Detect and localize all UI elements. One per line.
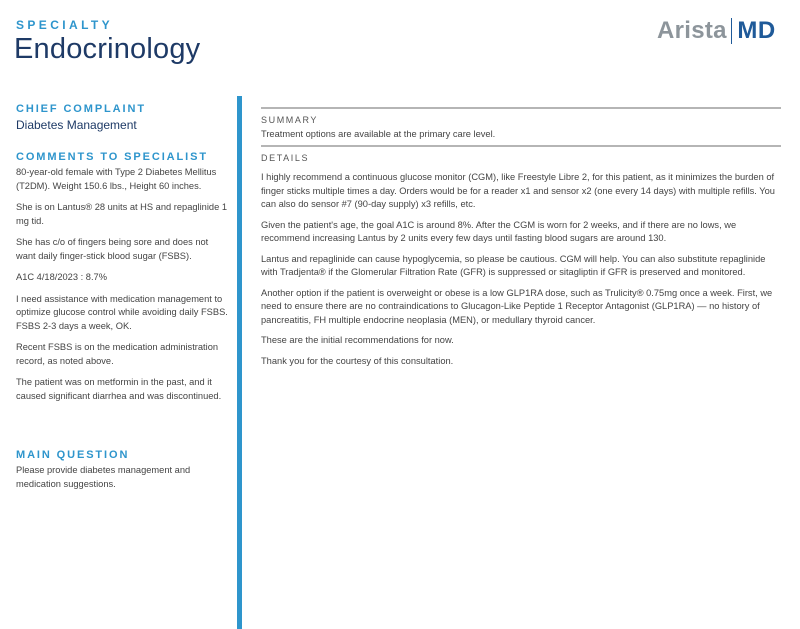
comment-paragraph: I need assistance with medication management to optimize glucose control while avoiding daily FSBS. FSBS 2-3 days a week, OK. xyxy=(16,293,228,331)
summary-rule xyxy=(261,107,781,109)
main-question-heading: MAIN QUESTION xyxy=(16,449,130,461)
chief-complaint-value: Diabetes Management xyxy=(16,118,137,132)
details-paragraph: Given the patient's age, the goal A1C is around 8%. After the CGM is worn for 2 weeks, and if there are no lows, we recommend increasing Lantus by 2 units every few days until fasting blood sugars are around 130. xyxy=(261,219,737,243)
details-paragraph: I highly recommend a continuous glucose monitor (CGM), like Freestyle Libre 2, for this patient, as it minimizes the burden of finger sticks multiple times a day. Orders would be for a reader x1 and sensor x2 (one every 14 days) with multiple refills. You can also do sensor #7 (90-day supply) x3 refills, etc. xyxy=(261,172,775,209)
comment-paragraph: Recent FSBS is on the medication administration record, as noted above. xyxy=(16,342,219,366)
summary-text: Treatment options are available at the primary care level. xyxy=(261,129,496,139)
logo-divider xyxy=(731,18,733,44)
logo-text-md: MD xyxy=(737,17,776,44)
details-rule xyxy=(261,145,781,147)
comment-paragraph: A1C 4/18/2023 : 8.7% xyxy=(16,272,107,282)
summary-heading: SUMMARY xyxy=(261,115,319,125)
details-paragraph: Another option if the patient is overweight or obese is a low GLP1RA dose, such as Trulicity® 0.75mg once a week. First, we need to ensure there are no contraindications to Glucagon-Like Peptide 1 Receptor Antagonist (GLP1RA) — no history of pancreatitis, FH multiple endocrine neoplasia (MEN), or medullary thyroid cancer. xyxy=(261,287,773,325)
details-list xyxy=(261,171,781,368)
details-paragraph: Lantus and repaglinide can cause hypoglycemia, so please be cautious. CGM will help. You can also substitute repaglinide with Tradjenta® if the Glomerular Filtration Rate (GFR) is suppressed or sitagliptin if GFR is preserved and monitored. xyxy=(261,253,766,277)
right-column xyxy=(261,107,781,375)
chief-complaint-heading: CHIEF COMPLAINT xyxy=(16,103,146,115)
page-title: Endocrinology xyxy=(14,33,201,65)
left-column xyxy=(16,103,228,411)
comment-paragraph: She is on Lantus® 28 units at HS and repaglinide 1 mg tid. xyxy=(16,202,228,226)
aristamd-logo xyxy=(657,16,776,46)
main-question-text: Please provide diabetes management and medication suggestions. xyxy=(16,465,191,489)
comment-paragraph: 80-year-old female with Type 2 Diabetes Mellitus (T2DM). Weight 150.6 lbs., Height 60 inches. xyxy=(16,167,217,191)
details-paragraph: Thank you for the courtesy of this consultation. xyxy=(261,355,454,366)
details-heading: DETAILS xyxy=(261,153,310,163)
comments-heading: COMMENTS TO SPECIALIST xyxy=(16,151,208,163)
main-question-section xyxy=(16,449,228,491)
comments-list xyxy=(16,166,228,403)
vertical-divider xyxy=(237,96,242,629)
logo-text-arista: Arista xyxy=(657,17,727,44)
specialty-label: SPECIALTY xyxy=(16,18,114,32)
comment-paragraph: She has c/o of fingers being sore and does not want daily finger-stick blood sugar (FSBS). xyxy=(16,237,209,261)
comment-paragraph: The patient was on metformin in the past, and it caused significant diarrhea and was discontinued. xyxy=(16,377,222,401)
details-paragraph: These are the initial recommendations for now. xyxy=(261,335,454,345)
